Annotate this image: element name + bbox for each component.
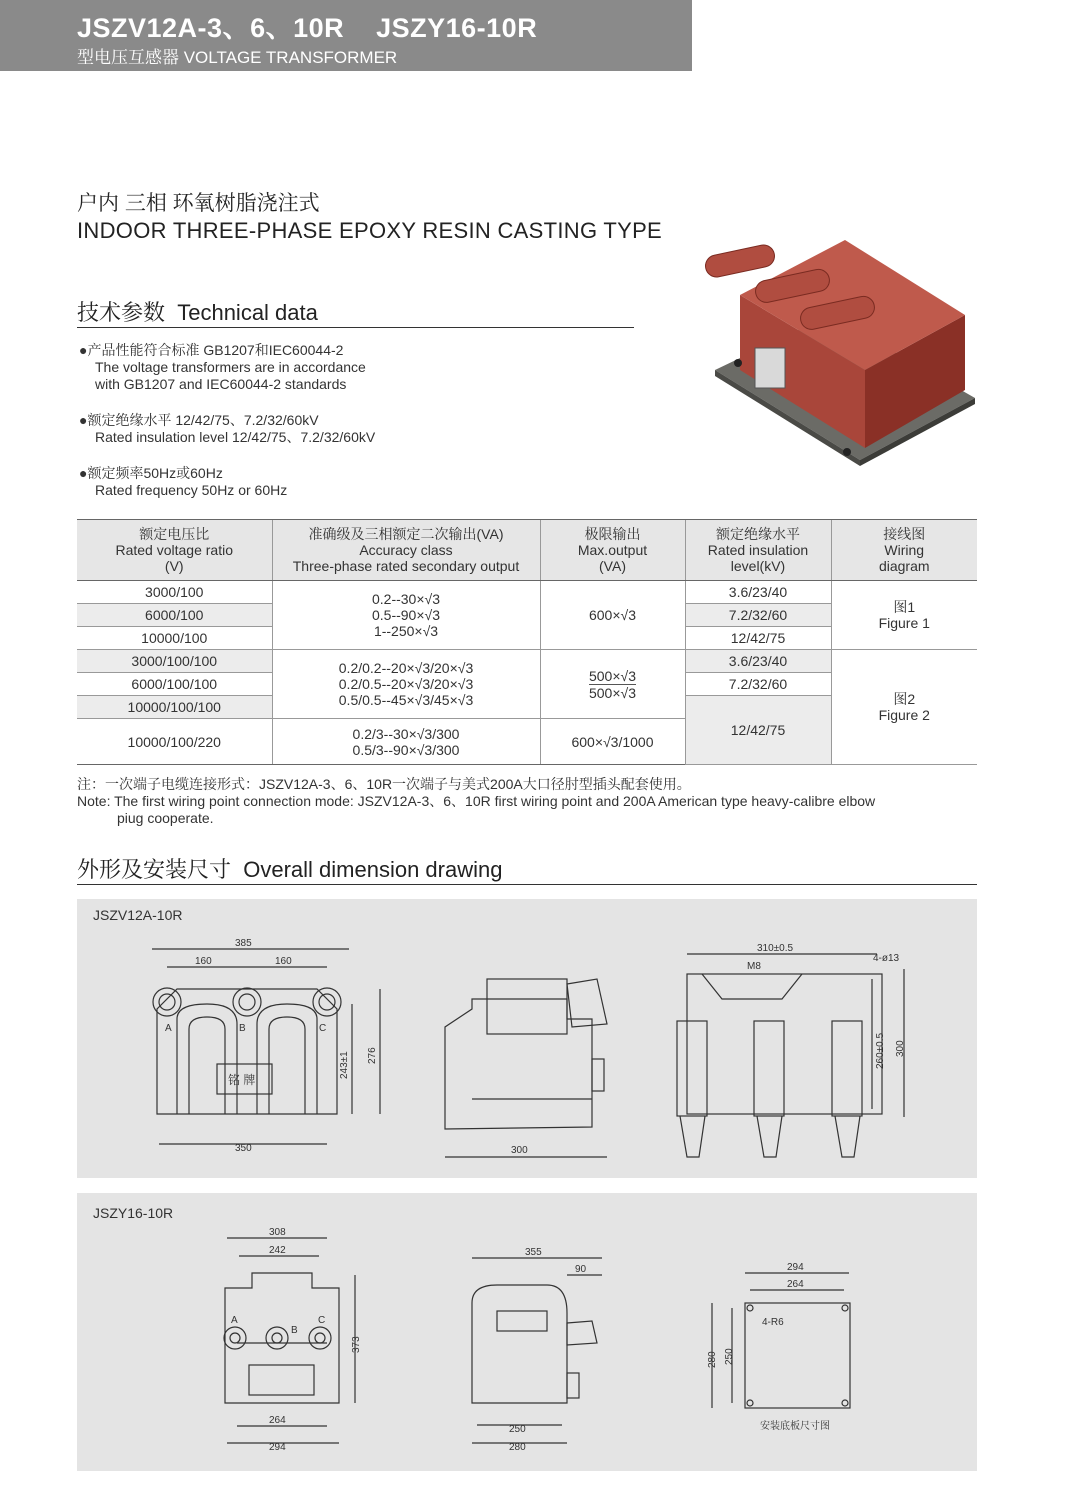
svg-text:160: 160 xyxy=(275,956,292,967)
svg-text:350: 350 xyxy=(235,1143,252,1154)
ratio-cell: 10000/100/100 xyxy=(77,696,272,719)
spec-table xyxy=(77,519,977,765)
banner-subtitle: 型电压互感器 VOLTAGE TRANSFORMER xyxy=(77,48,398,67)
svg-text:264: 264 xyxy=(269,1415,286,1426)
ratio-cell: 6000/100 xyxy=(77,604,272,627)
product-image xyxy=(700,220,980,470)
front-view xyxy=(224,1227,362,1453)
svg-text:A: A xyxy=(165,1023,172,1034)
wiring-figure-1: 图1 Figure 1 xyxy=(831,581,977,650)
ratio-cell: 10000/100/220 xyxy=(77,719,272,765)
ratio-cell: 3000/100 xyxy=(77,581,272,604)
dimension-title: 外形及安装尺寸 Overall dimension drawing xyxy=(77,857,503,882)
svg-text:276: 276 xyxy=(367,1047,378,1064)
insulation-cell: 7.2/32/60 xyxy=(685,673,831,696)
svg-text:280: 280 xyxy=(509,1442,526,1453)
side-view xyxy=(445,979,607,1157)
insulation-cell: 12/42/75 xyxy=(685,627,831,650)
svg-text:90: 90 xyxy=(575,1264,587,1275)
header-insulation: 额定绝缘水平 Rated insulation level(kV) xyxy=(685,520,831,581)
panel-label: JSZV12A-10R xyxy=(93,907,183,923)
model-title: JSZV12A-3、6、10R JSZY16-10R xyxy=(77,13,538,43)
base-plate-view xyxy=(707,1262,850,1432)
svg-text:308: 308 xyxy=(269,1227,286,1238)
drawing-panel-jszv12a xyxy=(77,899,977,1178)
header-max-output: 极限输出 Max.output (VA) xyxy=(540,520,685,581)
svg-text:300: 300 xyxy=(895,1040,906,1057)
ratio-cell: 6000/100/100 xyxy=(77,673,272,696)
header-banner xyxy=(0,0,692,71)
bullet-insulation: ●额定绝缘水平 12/42/75、7.2/32/60kV Rated insulation level 12/42/75、7.2/32/60kV xyxy=(79,412,376,445)
svg-text:250: 250 xyxy=(509,1424,526,1435)
svg-text:280: 280 xyxy=(707,1351,718,1368)
svg-text:355: 355 xyxy=(525,1247,542,1258)
accuracy-group-2: 0.2/0.2--20×√3/20×√3 0.2/0.5--20×√3/20×√3 0.5/0.5--45×√3/45×√3 xyxy=(272,650,540,719)
accuracy-group-1: 0.2--30×√3 0.5--90×√3 1--250×√3 xyxy=(272,581,540,650)
max-output-2: 500×√3 500×√3 xyxy=(540,650,685,719)
svg-text:242: 242 xyxy=(269,1245,286,1256)
section-rule xyxy=(77,884,977,885)
svg-text:C: C xyxy=(318,1315,326,1326)
side-view xyxy=(472,1247,602,1453)
svg-text:M8: M8 xyxy=(747,961,761,972)
header-accuracy: 准确级及三相额定二次输出(VA) Accuracy class Three-phase rated secondary output xyxy=(272,520,540,581)
svg-text:4-R6: 4-R6 xyxy=(762,1317,784,1328)
technical-title: 技术参数 Technical data xyxy=(77,300,318,325)
svg-text:300: 300 xyxy=(511,1145,528,1156)
svg-text:294: 294 xyxy=(787,1262,804,1273)
insulation-cell: 12/42/75 xyxy=(685,696,831,765)
svg-text:373: 373 xyxy=(351,1336,362,1353)
insulation-cell: 3.6/23/40 xyxy=(685,650,831,673)
svg-text:A: A xyxy=(231,1315,238,1326)
svg-text:260±0.5: 260±0.5 xyxy=(875,1032,886,1069)
svg-text:安装底板尺寸图: 安装底板尺寸图 xyxy=(760,1421,830,1432)
svg-text:250: 250 xyxy=(724,1348,735,1365)
svg-text:310±0.5: 310±0.5 xyxy=(757,943,794,954)
svg-text:264: 264 xyxy=(787,1279,804,1290)
svg-text:385: 385 xyxy=(235,938,252,949)
bullet-frequency: ●额定频率50Hz或60Hz Rated frequency 50Hz or 60Hz xyxy=(79,465,288,498)
svg-text:B: B xyxy=(291,1325,298,1336)
drawing-panel-jszy16 xyxy=(77,1193,977,1471)
bullet-standard: ●产品性能符合标准 GB1207和IEC60044-2 The voltage transformers are in accordance with GB1207 and IEC60044-2 standards xyxy=(79,342,366,392)
svg-text:B: B xyxy=(239,1023,246,1034)
insulation-cell: 7.2/32/60 xyxy=(685,604,831,627)
svg-text:243±1: 243±1 xyxy=(339,1051,350,1079)
heading-en: INDOOR THREE-PHASE EPOXY RESIN CASTING TYPE xyxy=(77,218,663,243)
section-rule xyxy=(77,327,634,328)
svg-text:160: 160 xyxy=(195,956,212,967)
accuracy-group-3: 0.2/3--30×√3/300 0.5/3--90×√3/300 xyxy=(272,719,540,765)
max-output-1: 600×√3 xyxy=(540,581,685,650)
svg-text:294: 294 xyxy=(269,1442,286,1453)
wiring-figure-2: 图2 Figure 2 xyxy=(831,650,977,765)
svg-text:铭 牌: 铭 牌 xyxy=(228,1073,256,1087)
panel-label: JSZY16-10R xyxy=(93,1205,174,1221)
front-view xyxy=(152,938,380,1154)
svg-text:C: C xyxy=(319,1023,327,1034)
max-output-3: 600×√3/1000 xyxy=(540,719,685,765)
heading-cn: 户内 三相 环氧树脂浇注式 xyxy=(77,192,320,215)
header-wiring: 接线图 Wiring diagram xyxy=(831,520,977,581)
svg-text:4-ø13: 4-ø13 xyxy=(873,953,900,964)
top-view xyxy=(677,943,906,1157)
insulation-cell: 3.6/23/40 xyxy=(685,581,831,604)
header-ratio: 额定电压比 Rated voltage ratio (V) xyxy=(77,520,272,581)
ratio-cell: 3000/100/100 xyxy=(77,650,272,673)
footnote: 注：一次端子电缆连接形式：JSZV12A-3、6、10R一次端子与美式200A大口径肘型插头配套使用。 Note: The first wiring point connection mode: JSZV12A-3、6、10R first wiring point and 200A American type heavy-calibre elbow piug cooperate. xyxy=(77,776,876,826)
ratio-cell: 10000/100 xyxy=(77,627,272,650)
